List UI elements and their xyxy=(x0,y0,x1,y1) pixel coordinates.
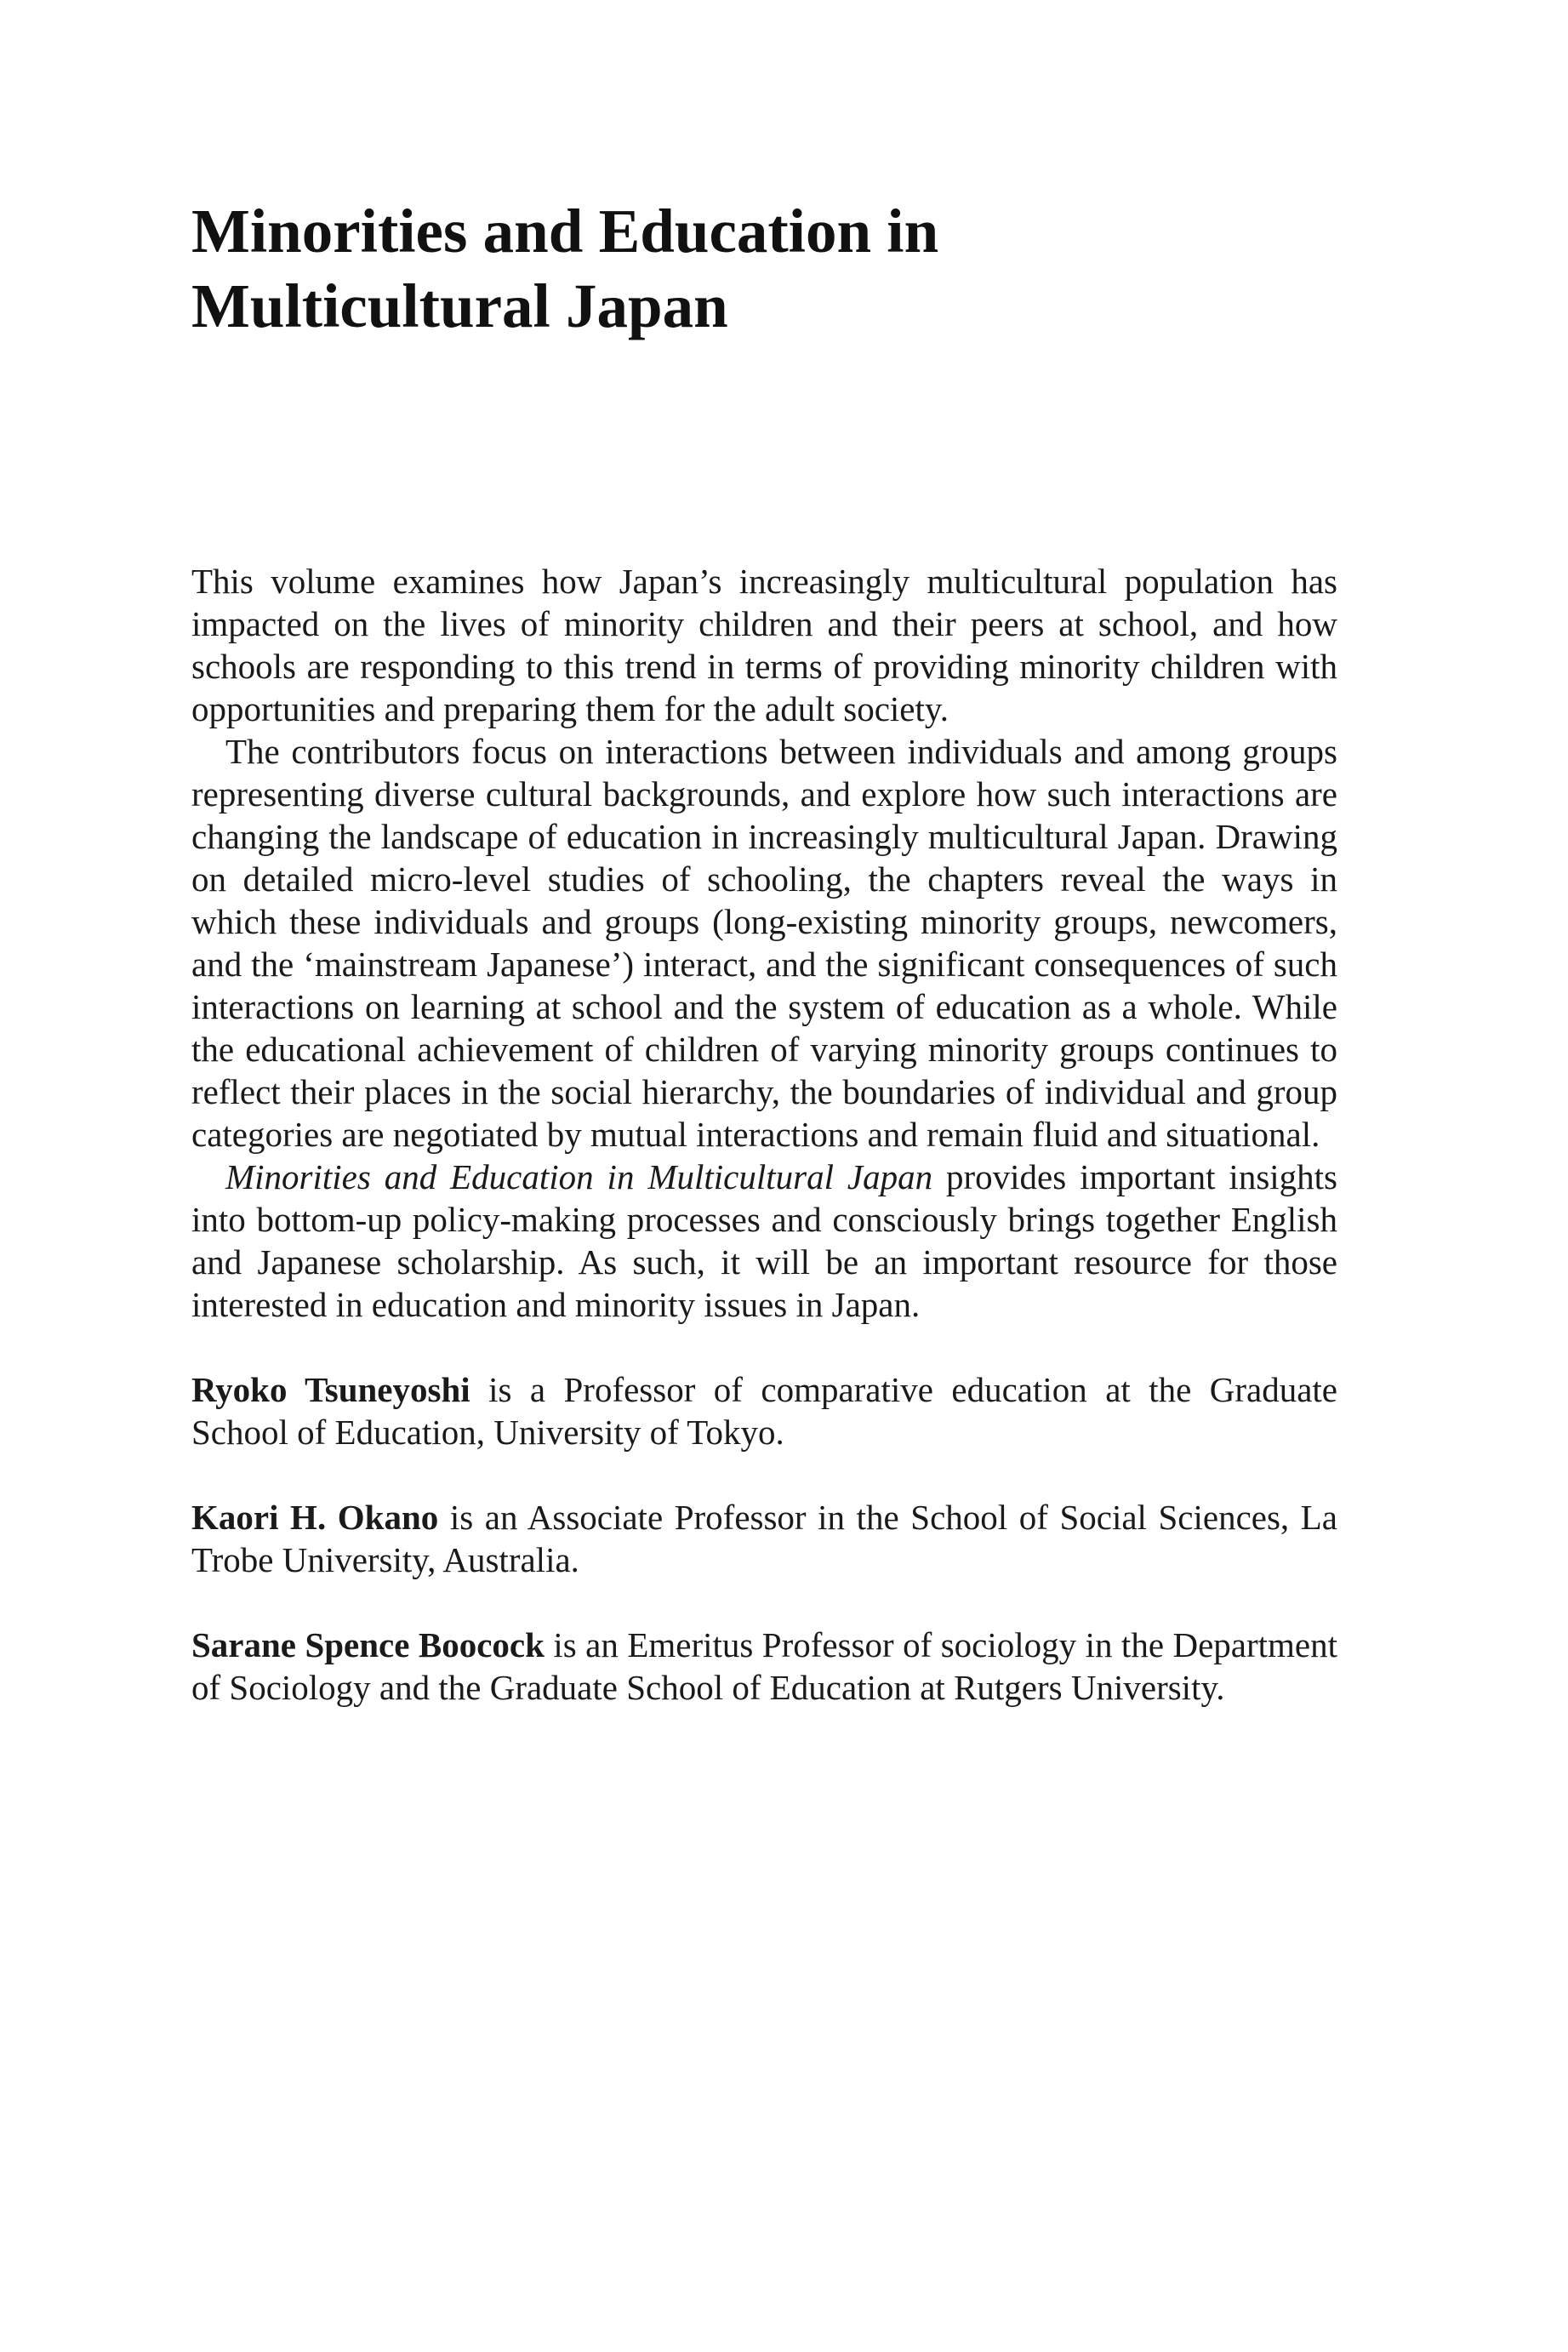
book-description xyxy=(191,560,1337,1709)
book-title-line-1: Minorities and Education in xyxy=(191,197,939,265)
description-paragraph-3-text: provides important insights into bottom-up policy-making processes and consciously brings together English and Japanese scholarship. As such, it will be an important resource for those interested in education and minority issues in Japan. xyxy=(191,1157,1338,1324)
author-name-3: Sarane Spence Boocock xyxy=(191,1625,545,1664)
author-name-2: Kaori H. Okano xyxy=(191,1498,439,1537)
description-paragraph-3 xyxy=(191,1156,1337,1326)
author-bio-text-2: is an Associate Professor in the School of Social Sciences, La Trobe University, Australia. xyxy=(191,1498,1337,1579)
author-bio-1 xyxy=(191,1368,1337,1453)
description-paragraph-2: The contributors focus on interactions between individuals and among groups representing diverse cultural backgrounds, and explore how such interactions are changing the landscape of education in increasingly multicultural Japan. Drawing on detailed micro-level studies of schooling, the chapters reveal the ways in which these individuals and groups (long-existing minority groups, newcomers, and the ‘mainstream Japanese’) interact, and the significant consequences of such interactions on learning at school and the system of education as a whole. While the educational achievement of children of varying minority groups continues to reflect their places in the social hierarchy, the boundaries of individual and group categories are negotiated by mutual interactions and remain fluid and situational. xyxy=(191,732,1337,1154)
book-title-line-2: Multicultural Japan xyxy=(191,271,728,340)
author-bio-3 xyxy=(191,1624,1337,1709)
author-bio-text-3: is an Emeritus Professor of sociology in the Department of Sociology and the Graduate School of Education at Rutgers University. xyxy=(191,1625,1337,1707)
description-paragraph-1: This volume examines how Japan’s increasingly multicultural population has impacted on the lives of minority children and their peers at school, and how schools are responding to this trend in terms of providing minority children with opportunities and preparing them for the adult society. xyxy=(191,562,1337,728)
author-name-1: Ryoko Tsuneyoshi xyxy=(191,1370,470,1409)
author-bio-text-1: is a Professor of comparative education at the Graduate School of Education, University of Tokyo. xyxy=(191,1370,1337,1452)
book-title-reference: Minorities and Education in Multicultural Japan xyxy=(225,1157,933,1196)
author-bio-2 xyxy=(191,1496,1337,1581)
book-title xyxy=(191,194,1383,344)
